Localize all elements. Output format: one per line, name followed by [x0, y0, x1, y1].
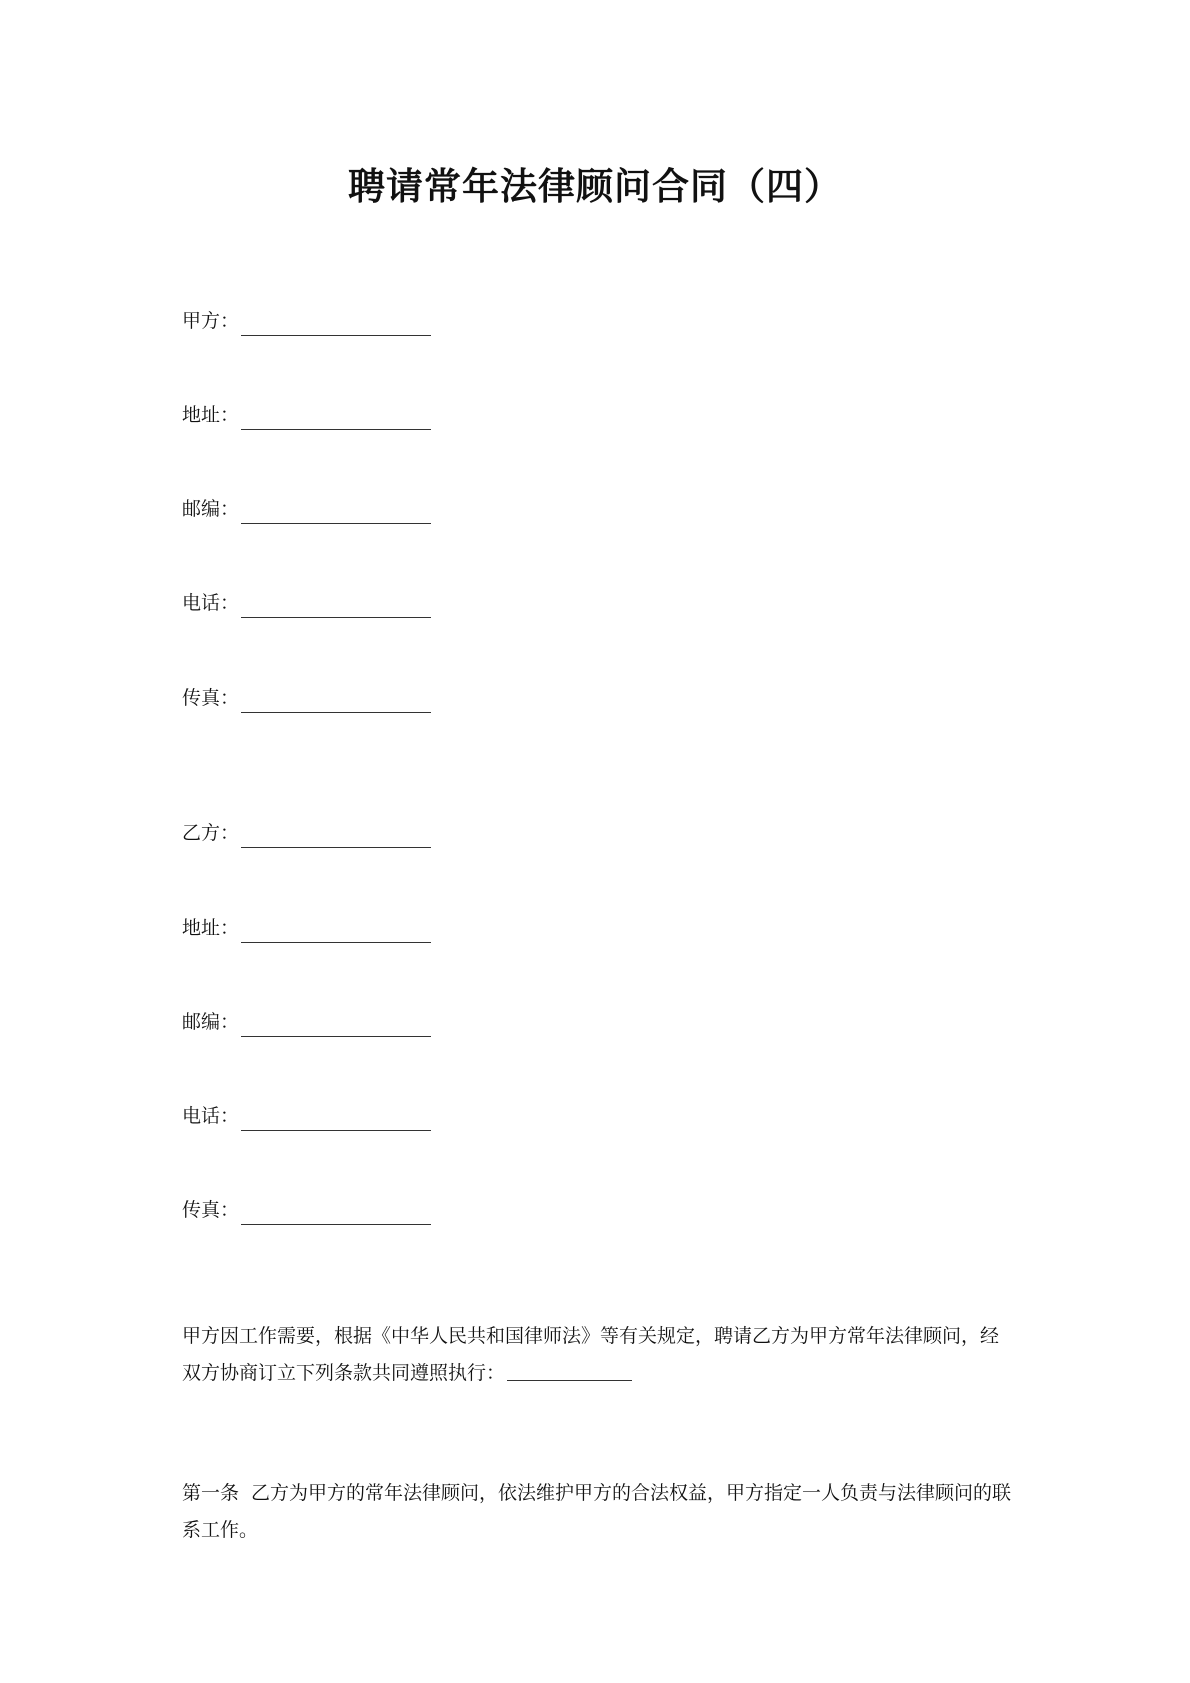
- party-b-fax-field: [182, 1195, 431, 1225]
- clause-1-paragraph: [182, 1475, 1012, 1549]
- party-b-fax-label: 传真：: [182, 1199, 240, 1221]
- party-a-postcode-field: [182, 494, 431, 524]
- preamble-blank[interactable]: [507, 1356, 632, 1381]
- party-a-phone-field: [182, 588, 431, 618]
- party-b-postcode-field: [182, 1007, 431, 1037]
- clause-1-number: 第一条: [182, 1482, 240, 1504]
- party-a-name-field: [182, 306, 431, 336]
- party-a-fax-field: [182, 683, 431, 713]
- party-a-address-field: [182, 400, 431, 430]
- party-b-fax-blank[interactable]: [241, 1200, 431, 1225]
- party-b-address-field: [182, 913, 431, 943]
- party-a-postcode-label: 邮编：: [182, 498, 240, 520]
- party-a-address-label: 地址：: [182, 404, 240, 426]
- party-b-phone-field: [182, 1101, 431, 1131]
- party-a-fax-label: 传真：: [182, 687, 240, 709]
- party-b-postcode-blank[interactable]: [241, 1012, 431, 1037]
- party-b-address-blank[interactable]: [241, 918, 431, 943]
- party-b-postcode-label: 邮编：: [182, 1011, 240, 1033]
- party-b-name-label: 乙方：: [182, 822, 240, 844]
- document-title: 聘请常年法律顾问合同（四）: [348, 164, 842, 208]
- party-a-phone-blank[interactable]: [241, 593, 431, 618]
- party-a-name-blank[interactable]: [241, 311, 431, 336]
- preamble-text: 甲方因工作需要，根据《中华人民共和国律师法》等有关规定，聘请乙方为甲方常年法律顾问，经双方协商订立下列条款共同遵照执行：: [182, 1325, 1000, 1384]
- party-b-phone-label: 电话：: [182, 1105, 240, 1127]
- party-b-name-blank[interactable]: [241, 823, 431, 848]
- party-a-postcode-blank[interactable]: [241, 499, 431, 524]
- party-b-phone-blank[interactable]: [241, 1106, 431, 1131]
- party-a-fax-blank[interactable]: [241, 688, 431, 713]
- preamble-paragraph: [182, 1318, 1012, 1392]
- party-b-address-label: 地址：: [182, 917, 240, 939]
- party-b-name-field: [182, 818, 431, 848]
- clause-1-text: 乙方为甲方的常年法律顾问，依法维护甲方的合法权益，甲方指定一人负责与法律顾问的联系工作。: [182, 1482, 1012, 1541]
- party-a-name-label: 甲方：: [182, 310, 240, 332]
- party-a-phone-label: 电话：: [182, 592, 240, 614]
- party-a-address-blank[interactable]: [241, 405, 431, 430]
